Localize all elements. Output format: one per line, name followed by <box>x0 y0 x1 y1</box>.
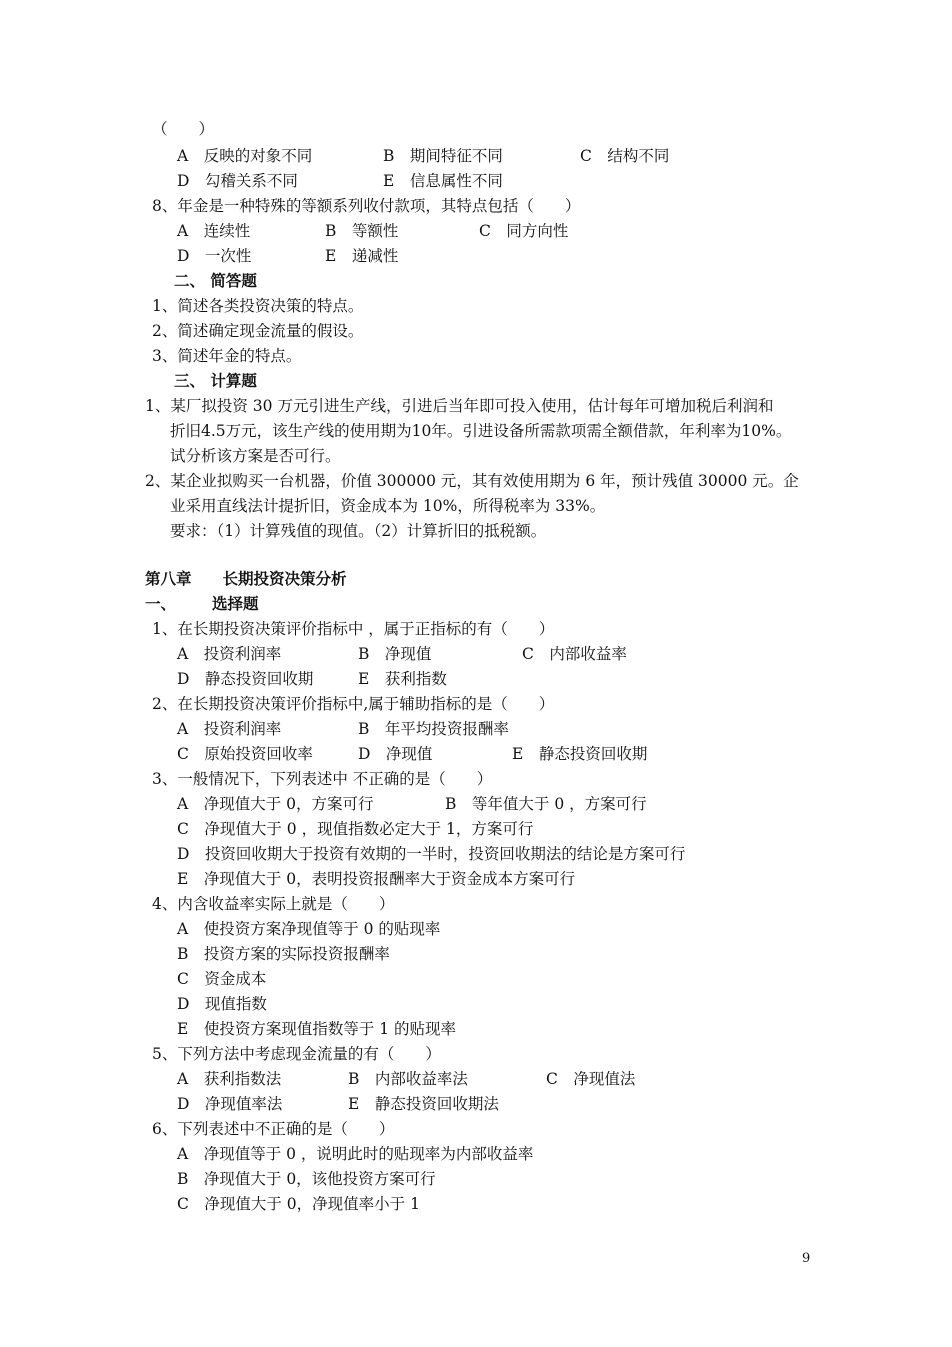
text-line: B 期间特征不同 <box>383 147 503 165</box>
text-line: E 静态投资回收期 <box>512 745 648 763</box>
text-line: C 净现值大于 0 ，现值指数必定大于 1，方案可行 <box>177 820 534 838</box>
text-line: B 年平均投资报酬率 <box>358 720 509 738</box>
text-line: 折旧4.5万元，该生产线的使用期为10年。引进设备所需款项需全额借款，年利率为10%。 <box>170 422 792 440</box>
text-line: A 使投资方案净现值等于 0 的贴现率 <box>177 920 441 938</box>
text-line: D 现值指数 <box>177 995 267 1013</box>
text-line: E 静态投资回收期法 <box>348 1095 499 1113</box>
text-line: E 净现值大于 0，表明投资报酬率大于资金成本方案可行 <box>177 870 576 888</box>
text-line: D 净现值 <box>358 745 433 763</box>
text-line: A 连续性 <box>177 222 251 240</box>
text-line: A 净现值等于 0 ，说明此时的贴现率为内部收益率 <box>177 1145 534 1163</box>
text-line: C 净现值法 <box>546 1070 636 1088</box>
text-line: C 净现值大于 0，净现值率小于 1 <box>177 1195 420 1213</box>
text-line: A 获利指数法 <box>177 1070 282 1088</box>
text-line: 2、在长期投资决策评价指标中,属于辅助指标的是（ ） <box>152 695 555 713</box>
text-line: C 原始投资回收率 <box>177 745 313 763</box>
text-line: E 获利指数 <box>358 670 447 688</box>
text-line: 5、下列方法中考虑现金流量的有（ ） <box>152 1045 441 1063</box>
text-line: A 反映的对象不同 <box>177 147 313 165</box>
text-line: D 净现值率法 <box>177 1095 283 1113</box>
text-line: B 净现值 <box>358 645 432 663</box>
text-line: A 净现值大于 0，方案可行 <box>177 795 374 813</box>
text-line: B 内部收益率法 <box>348 1070 468 1088</box>
text-line: 8、年金是一种特殊的等额系列收付款项，其特点包括（ ） <box>152 197 581 215</box>
section-heading: 一、 <box>145 594 177 613</box>
text-line: 6、下列表述中不正确的是（ ） <box>152 1120 395 1138</box>
text-line: E 递减性 <box>325 247 399 265</box>
text-line: B 净现值大于 0，该他投资方案可行 <box>177 1170 436 1188</box>
text-line: 1、简述各类投资决策的特点。 <box>152 297 364 315</box>
text-line: 3、一般情况下，下列表述中 不正确的是（ ） <box>152 770 493 788</box>
text-line: 1、在长期投资决策评价指标中 ，属于正指标的有（ ） <box>152 620 555 638</box>
text-line: 4、内含收益率实际上就是（ ） <box>152 895 395 913</box>
text-line: A 投资利润率 <box>177 645 282 663</box>
text-line: D 投资回收期大于投资有效期的一半时，投资回收期法的结论是方案可行 <box>177 845 686 863</box>
text-line: B 投资方案的实际投资报酬率 <box>177 945 390 963</box>
text-line: 要求：（1）计算残值的现值。（2）计算折旧的抵税额。 <box>170 522 547 540</box>
text-line: D 一次性 <box>177 247 252 265</box>
text-line: E 信息属性不同 <box>383 172 503 190</box>
section-heading: 二、 简答题 <box>174 271 257 290</box>
section-heading: 三、 计算题 <box>174 371 257 390</box>
text-line: C 结构不同 <box>580 147 670 165</box>
text-line: D 静态投资回收期 <box>177 670 314 688</box>
text-line: B 等额性 <box>325 222 399 240</box>
text-line: E 使投资方案现值指数等于 1 的贴现率 <box>177 1020 457 1038</box>
text-line: 3、简述年金的特点。 <box>152 347 302 365</box>
text-line: 试分析该方案是否可行。 <box>170 447 341 465</box>
text-line: B 等年值大于 0 ，方案可行 <box>445 795 647 813</box>
section-heading: 第八章 长期投资决策分析 <box>145 569 347 588</box>
text-line: C 内部收益率 <box>522 645 627 663</box>
page-number: 9 <box>802 1251 811 1266</box>
text-line: 2、某企业拟购买一台机器，价值 300000 元，其有效使用期为 6 年，预计残值 30000 元。企 <box>145 472 799 490</box>
text-line: 业采用直线法计提折旧，资金成本为 10%，所得税率为 33%。 <box>170 497 606 515</box>
text-line: C 同方向性 <box>479 222 569 240</box>
text-line: C 资金成本 <box>177 970 267 988</box>
text-line: D 勾稽关系不同 <box>177 172 298 190</box>
text-line: 2、简述确定现金流量的假设。 <box>152 322 364 340</box>
text-line: 1、某厂拟投资 30 万元引进生产线，引进后当年即可投入使用，估计每年可增加税后利润和 <box>145 397 774 415</box>
text-line: （ ） <box>152 120 215 138</box>
text-line: A 投资利润率 <box>177 720 282 738</box>
section-heading: 选择题 <box>212 594 259 613</box>
